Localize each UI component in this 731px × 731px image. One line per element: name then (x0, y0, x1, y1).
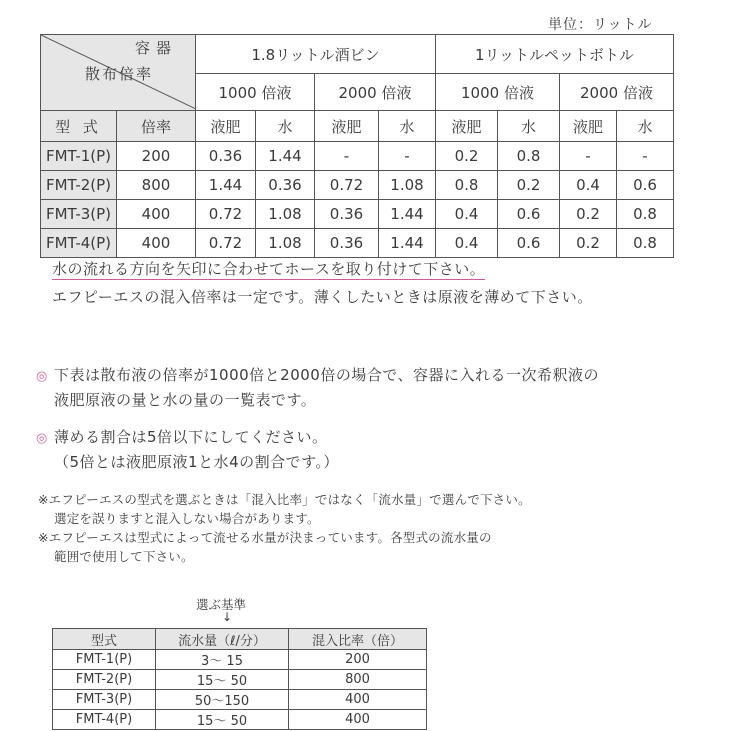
value-cell: 0.72 (196, 229, 256, 258)
model-cell: FMT-3(P) (41, 200, 117, 229)
table-row (41, 142, 674, 171)
container-header-1: 1.8リットル酒ビン (196, 35, 436, 74)
sub-header: 水 (617, 111, 674, 142)
table-row (53, 690, 427, 710)
value-cell: 0.72 (315, 171, 379, 200)
table-row (53, 650, 427, 670)
ratio-cell: 400 (117, 229, 196, 258)
hose-direction-note (52, 258, 485, 279)
value-cell: 0.36 (315, 200, 379, 229)
value-cell: 0.6 (498, 229, 560, 258)
value-cell: 1.44 (256, 142, 315, 171)
table-row (41, 229, 674, 258)
value-cell: 0.8 (498, 142, 560, 171)
sub-header: 液肥 (196, 111, 256, 142)
value-cell: 0.2 (436, 142, 498, 171)
value-cell: 0.36 (256, 171, 315, 200)
caution-1-line-1: ※エフピーエスの型式を選ぶときは「混入比率」ではなく「流水量」で選んで下さい。 (38, 492, 531, 507)
value-cell: 0.36 (196, 142, 256, 171)
dilution-table (40, 34, 674, 258)
flow-cell: 15〜 50 (156, 670, 289, 690)
value-cell: 0.72 (196, 200, 256, 229)
sub-header: 水 (256, 111, 315, 142)
value-cell: 1.44 (379, 229, 436, 258)
caution-2-line-1: ※エフピーエスは型式によって流せる水量が決まっています。各型式の流水量の (38, 530, 492, 545)
flow-cell: 50〜150 (156, 690, 289, 710)
dilution-header: 2000 倍液 (315, 74, 436, 111)
corner-bottom-label: 散布倍率 (85, 65, 154, 83)
model-column-header: 型 式 (41, 111, 117, 142)
bullet-1-line-2: 液肥原液の量と水の量の一覧表です。 (54, 391, 317, 409)
value-cell: 0.8 (617, 229, 674, 258)
table-row (53, 670, 427, 690)
table-row (53, 710, 427, 730)
ratio-cell: 800 (117, 171, 196, 200)
flow-column-header: 流水量（ℓ/分） (156, 629, 289, 650)
value-cell: 0.8 (617, 200, 674, 229)
corner-header (41, 35, 196, 111)
sub-header: 液肥 (315, 111, 379, 142)
hose-direction-note-text: 水の流れる方向を矢印に合わせてホースを取り付けて下さい。 (52, 260, 486, 278)
model-column-header: 型式 (53, 629, 156, 650)
value-cell: 0.4 (436, 200, 498, 229)
mix-ratio-cell: 400 (289, 690, 427, 710)
corner-top-label: 容器 (134, 39, 177, 57)
caution-1-line-2: 選定を誤りますと混入しない場合があります。 (54, 511, 320, 526)
mix-ratio-column-header: 混入比率（倍） (289, 629, 427, 650)
model-cell: FMT-1(P) (53, 650, 156, 670)
value-cell: 1.08 (379, 171, 436, 200)
value-cell: 0.4 (436, 229, 498, 258)
dilution-header: 1000 倍液 (196, 74, 315, 111)
model-cell: FMT-2(P) (41, 171, 117, 200)
model-cell: FMT-4(P) (41, 229, 117, 258)
value-cell: - (315, 142, 379, 171)
table-row (41, 171, 674, 200)
value-cell: - (379, 142, 436, 171)
value-cell: 1.44 (379, 200, 436, 229)
double-circle-icon: ◎ (36, 369, 48, 384)
bullet-2 (36, 426, 328, 447)
model-cell: FMT-3(P) (53, 690, 156, 710)
flow-cell: 3〜 15 (156, 650, 289, 670)
value-cell: 0.4 (560, 171, 617, 200)
container-header-2: 1リットルペットボトル (436, 35, 674, 74)
sub-header: 液肥 (560, 111, 617, 142)
dilution-header: 2000 倍液 (560, 74, 674, 111)
bullet-1 (36, 364, 599, 385)
value-cell: 1.08 (256, 229, 315, 258)
flow-rate-table (52, 628, 427, 730)
bullet-2-line-1: 薄める割合は5倍以下にしてください。 (54, 428, 328, 446)
value-cell: 0.2 (560, 200, 617, 229)
sub-header: 液肥 (436, 111, 498, 142)
value-cell: 1.08 (256, 200, 315, 229)
selection-criterion-label: 選ぶ基準 (196, 597, 247, 612)
value-cell: 0.36 (315, 229, 379, 258)
value-cell: 0.8 (436, 171, 498, 200)
model-cell: FMT-2(P) (53, 670, 156, 690)
bullet-1-line-1: 下表は散布液の倍率が1000倍と2000倍の場合で、容器に入れる一次希釈液の (54, 366, 600, 384)
model-cell: FMT-1(P) (41, 142, 117, 171)
value-cell: 1.44 (196, 171, 256, 200)
dilution-header: 1000 倍液 (436, 74, 560, 111)
mix-ratio-cell: 400 (289, 710, 427, 730)
value-cell: - (617, 142, 674, 171)
model-cell: FMT-4(P) (53, 710, 156, 730)
value-cell: 0.2 (560, 229, 617, 258)
table-row (41, 200, 674, 229)
mix-ratio-cell: 200 (289, 650, 427, 670)
bullet-2-line-2: （5倍とは液肥原液1と水4の割合です。） (54, 453, 339, 471)
sub-header: 水 (379, 111, 436, 142)
ratio-column-header: 倍率 (117, 111, 196, 142)
flow-cell: 15〜 50 (156, 710, 289, 730)
value-cell: 0.6 (498, 200, 560, 229)
double-circle-icon: ◎ (36, 431, 48, 446)
mix-ratio-cell: 800 (289, 670, 427, 690)
ratio-cell: 200 (117, 142, 196, 171)
value-cell: 0.2 (498, 171, 560, 200)
caution-2-line-2: 範囲で使用して下さい。 (54, 549, 194, 564)
value-cell: 0.6 (617, 171, 674, 200)
unit-label: 単位：リットル (548, 17, 653, 33)
mix-ratio-note: エフピーエスの混入倍率は一定です。薄くしたいときは原液を薄めて下さい。 (52, 288, 593, 306)
value-cell: - (560, 142, 617, 171)
ratio-cell: 400 (117, 200, 196, 229)
sub-header: 水 (498, 111, 560, 142)
down-arrow-icon: ↓ (222, 610, 233, 624)
